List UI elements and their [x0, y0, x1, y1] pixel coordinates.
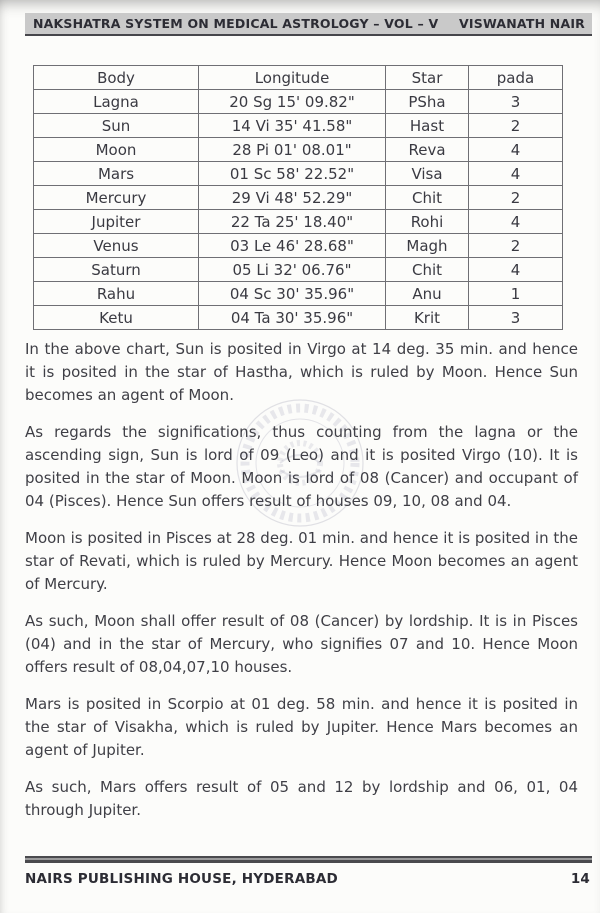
- cell-longitude: 03 Le 46' 28.68": [199, 234, 386, 258]
- table-row-jupiter: [34, 210, 563, 234]
- cell-body: Sun: [34, 114, 199, 138]
- table-row-lagna: [34, 90, 563, 114]
- cell-pada: 2: [469, 114, 563, 138]
- paragraph-3: Moon is posited in Pisces at 28 deg. 01 min. and hence it is posited in the star of Revati, which is ruled by Mercury. Hence Moon becomes an agent of Mercury.: [25, 529, 578, 593]
- col-header-pada: pada: [469, 66, 563, 90]
- book-title: NAKSHATRA SYSTEM ON MEDICAL ASTROLOGY – VOL – V: [33, 15, 439, 31]
- paragraph-4: As such, Moon shall offer result of 08 (Cancer) by lordship. It is in Pisces (04) and in the star of Mercury, who signifies 07 and 10. Hence Moon offers result of 08,04,07,10 houses.: [25, 612, 578, 676]
- table-row-rahu: [34, 282, 563, 306]
- paragraph-1: In the above chart, Sun is posited in Virgo at 14 deg. 35 min. and hence it is posited in the star of Hastha, which is ruled by Moon. Hence Sun becomes an agent of Moon.: [25, 340, 578, 404]
- cell-pada: 4: [469, 162, 563, 186]
- cell-body: Moon: [34, 138, 199, 162]
- col-header-body: Body: [34, 66, 199, 90]
- cell-pada: 4: [469, 138, 563, 162]
- cell-longitude: 20 Sg 15' 09.82": [199, 90, 386, 114]
- cell-star: Reva: [386, 138, 469, 162]
- page-footer: [25, 871, 590, 887]
- cell-longitude: 04 Sc 30' 35.96": [199, 282, 386, 306]
- paragraph-5: Mars is posited in Scorpio at 01 deg. 58 min. and hence it is posited in the star of Visakha, which is ruled by Jupiter. Hence Mars becomes an agent of Jupiter.: [25, 695, 578, 759]
- planet-longitude-table: [33, 65, 563, 330]
- cell-pada: 4: [469, 258, 563, 282]
- cell-star: Hast: [386, 114, 469, 138]
- table-row-sun: [34, 114, 563, 138]
- cell-star: Chit: [386, 258, 469, 282]
- table-row-saturn: [34, 258, 563, 282]
- cell-body: Saturn: [34, 258, 199, 282]
- body-text: [25, 338, 578, 836]
- cell-longitude: 04 Ta 30' 35.96": [199, 306, 386, 330]
- footer-rule: [25, 856, 592, 863]
- page-number: 14: [570, 871, 590, 887]
- table-row-mars: [34, 162, 563, 186]
- cell-star: Visa: [386, 162, 469, 186]
- cell-star: Anu: [386, 282, 469, 306]
- paragraph-2: As regards the significations, thus counting from the lagna or the ascending sign, Sun is lord of 09 (Leo) and it is posited Virgo (10). It is posited in the star of Moon. Moon is lord of 08 (Cancer) and occupant of 04 (Pisces). Hence Sun offers result of houses 09, 10, 08 and 04.: [25, 423, 578, 510]
- paragraph-6: As such, Mars offers result of 05 and 12 by lordship and 06, 01, 04 through Jupiter.: [25, 778, 578, 819]
- cell-body: Mars: [34, 162, 199, 186]
- cell-longitude: 14 Vi 35' 41.58": [199, 114, 386, 138]
- cell-body: Jupiter: [34, 210, 199, 234]
- cell-pada: 2: [469, 186, 563, 210]
- publisher-name: NAIRS PUBLISHING HOUSE, HYDERABAD: [25, 871, 338, 887]
- cell-pada: 2: [469, 234, 563, 258]
- cell-star: Rohi: [386, 210, 469, 234]
- col-header-longitude: Longitude: [199, 66, 386, 90]
- table-row-mercury: [34, 186, 563, 210]
- cell-pada: 3: [469, 90, 563, 114]
- cell-longitude: 22 Ta 25' 18.40": [199, 210, 386, 234]
- cell-body: Ketu: [34, 306, 199, 330]
- table-row-ketu: [34, 306, 563, 330]
- cell-body: Venus: [34, 234, 199, 258]
- cell-pada: 3: [469, 306, 563, 330]
- col-header-star: Star: [386, 66, 469, 90]
- cell-body: Rahu: [34, 282, 199, 306]
- page-header: [25, 13, 592, 36]
- cell-longitude: 28 Pi 01' 08.01": [199, 138, 386, 162]
- cell-star: PSha: [386, 90, 469, 114]
- cell-pada: 4: [469, 210, 563, 234]
- cell-star: Chit: [386, 186, 469, 210]
- cell-body: Lagna: [34, 90, 199, 114]
- cell-star: Magh: [386, 234, 469, 258]
- table-row-moon: [34, 138, 563, 162]
- table-row-venus: [34, 234, 563, 258]
- cell-star: Krit: [386, 306, 469, 330]
- cell-longitude: 01 Sc 58' 22.52": [199, 162, 386, 186]
- table-header-row: [34, 66, 563, 90]
- cell-pada: 1: [469, 282, 563, 306]
- cell-longitude: 05 Li 32' 06.76": [199, 258, 386, 282]
- cell-longitude: 29 Vi 48' 52.29": [199, 186, 386, 210]
- author-name: VISWANATH NAIR: [459, 15, 585, 31]
- cell-body: Mercury: [34, 186, 199, 210]
